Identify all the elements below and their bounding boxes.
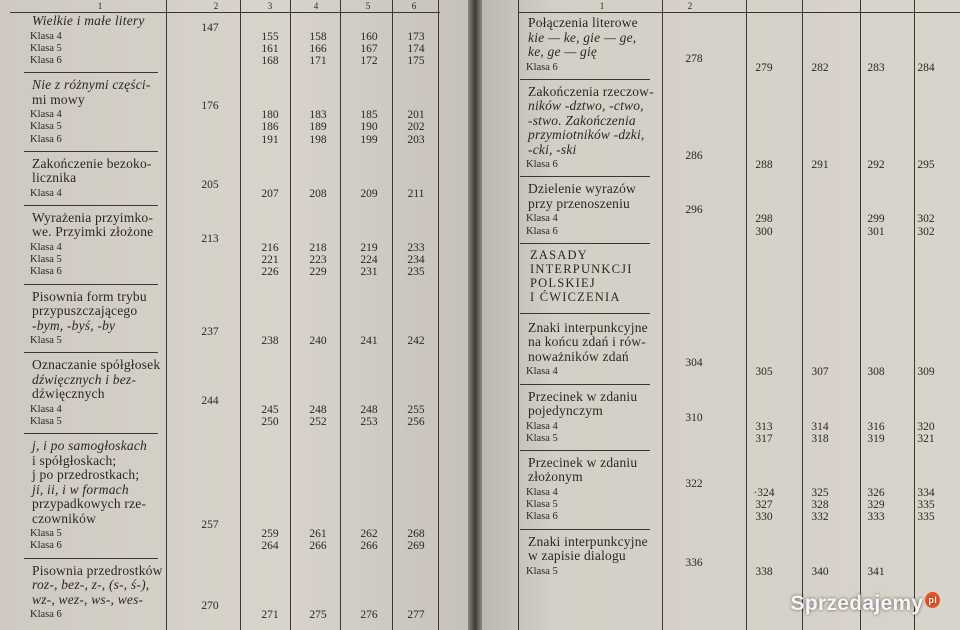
class-page-number: 302: [917, 225, 935, 238]
class-page-number: 253: [360, 415, 378, 428]
column-header-3: 3: [267, 1, 273, 11]
column-rule: [914, 0, 915, 630]
class-page-number: 256: [407, 415, 425, 428]
class-page-number: 203: [407, 133, 425, 146]
entry-title: dźwięcznych: [32, 386, 105, 402]
entry-title: Pisownia form trybu: [32, 288, 147, 304]
class-page-number: 248: [309, 403, 327, 416]
class-page-number: 307: [811, 366, 829, 379]
column-rule: [340, 0, 341, 630]
class-page-number: 155: [261, 30, 279, 43]
entry-title: kie — ke, gie — ge,: [528, 29, 637, 45]
class-page-number: 305: [755, 366, 773, 379]
class-page-number: 333: [867, 511, 885, 524]
entry-title: j po przedrostkach;: [32, 467, 140, 483]
column-rule: [746, 0, 747, 630]
class-page-number: 186: [261, 121, 279, 134]
watermark-badge: pl: [925, 592, 940, 608]
class-page-number: 330: [755, 511, 773, 524]
class-label: Klasa 5: [30, 415, 62, 427]
class-label: Klasa 5: [30, 335, 62, 346]
class-page-number: 189: [309, 121, 327, 134]
class-page-number: 190: [360, 121, 378, 134]
entry-title: wz-, wez-, ws-, wes-: [32, 591, 144, 607]
entry-title: -cki, -ski: [528, 141, 577, 157]
class-page-number: 338: [755, 565, 773, 578]
class-page-number: 319: [867, 432, 885, 445]
class-page-number: 329: [867, 499, 885, 512]
class-label: Klasa 5: [30, 528, 62, 540]
class-page-number: 314: [811, 420, 829, 433]
entry-title: Zakończenie bezoko-: [32, 155, 152, 171]
class-label: Klasa 4: [30, 109, 62, 121]
entry-page-number: 286: [685, 150, 703, 163]
entry-page-number: 278: [685, 52, 703, 65]
class-page-number: 301: [867, 225, 885, 238]
class-page-number: 313: [755, 420, 773, 433]
class-page-number: 216: [261, 241, 279, 254]
class-page-number: 219: [360, 241, 378, 254]
class-page-number: 240: [309, 335, 327, 347]
class-page-number: 259: [261, 528, 279, 541]
entry-title: przymiotników -dzki,: [528, 127, 645, 143]
class-page-number: 316: [867, 420, 885, 433]
class-page-number: 167: [360, 42, 378, 55]
class-page-number: 160: [360, 30, 378, 43]
class-page-number: 321: [917, 432, 935, 445]
class-page-number: 172: [360, 54, 378, 67]
class-page-number: 226: [261, 266, 279, 279]
class-page-number: 250: [261, 415, 279, 428]
entry-rule: [24, 205, 158, 206]
class-page-number: 173: [407, 30, 425, 43]
class-page-number: 191: [261, 133, 279, 146]
column-header-5: 5: [365, 1, 371, 11]
class-page-number: 241: [360, 335, 378, 347]
class-page-number: 183: [309, 109, 327, 122]
class-page-number: 201: [407, 109, 425, 122]
class-page-number: 291: [811, 159, 829, 172]
class-page-number: 328: [811, 499, 829, 512]
class-page-number: 161: [261, 42, 279, 55]
class-label: Klasa 6: [30, 133, 62, 145]
entry-title: dźwięcznych i bez-: [32, 371, 137, 387]
entry-title: -bym, -byś, -by: [32, 317, 116, 333]
class-page-number: 234: [407, 254, 425, 267]
column-header-1: 1: [599, 1, 605, 11]
class-page-number: 252: [309, 415, 327, 428]
class-page-number: ·324: [753, 486, 775, 499]
class-page-number: 255: [407, 403, 425, 416]
entry-title: Dzielenie wyrazów: [528, 181, 636, 197]
class-page-number: 261: [309, 528, 327, 541]
class-page-number: 320: [917, 420, 935, 433]
column-rule: [438, 0, 439, 630]
class-label: Klasa 4: [30, 30, 62, 42]
entry-title: Znaki interpunkcyjne: [528, 319, 648, 335]
entry-page-number: 296: [685, 204, 703, 217]
class-label: Klasa 6: [30, 266, 62, 278]
column-header-2: 2: [213, 1, 219, 11]
entry-title: ników -dztwo, -ctwo,: [528, 98, 644, 114]
class-page-number: 238: [261, 335, 279, 347]
class-page-number: 158: [309, 30, 327, 43]
class-page-number: 334: [917, 486, 935, 499]
entry-rule: [24, 284, 158, 285]
column-header-1: 1: [97, 1, 103, 11]
class-page-number: 223: [309, 254, 327, 267]
class-page-number: 199: [360, 133, 378, 146]
left-page: [0, 0, 468, 630]
class-page-number: 284: [917, 61, 935, 74]
class-label: Klasa 5: [30, 42, 62, 54]
entry-rule: [520, 243, 650, 244]
entry-title: Połączenia literowe: [528, 15, 638, 30]
class-label: Klasa 5: [526, 499, 558, 511]
entry-title: Oznaczanie spółgłosek: [32, 357, 161, 373]
class-page-number: 279: [755, 61, 773, 74]
class-page-number: 209: [360, 187, 378, 200]
class-page-number: 202: [407, 121, 425, 134]
entry-rule: [520, 176, 650, 177]
class-label: Klasa 6: [30, 609, 62, 620]
class-label: Klasa 6: [526, 61, 558, 73]
class-page-number: 180: [261, 109, 279, 122]
class-label: Klasa 6: [30, 54, 62, 66]
entry-title: Zakończenia rzeczow-: [528, 83, 654, 99]
entry-title: Nie z różnymi części-: [32, 77, 151, 93]
entry-page-number: 322: [685, 477, 703, 490]
class-label: Klasa 5: [30, 121, 62, 133]
column-rule: [860, 0, 861, 630]
class-page-number: 292: [867, 159, 885, 172]
entry-rule: [520, 313, 650, 314]
class-page-number: 318: [811, 432, 829, 445]
column-header-6: 6: [411, 1, 417, 11]
class-page-number: 266: [309, 540, 327, 553]
class-page-number: 266: [360, 540, 378, 553]
class-page-number: 288: [755, 159, 773, 172]
class-label: Klasa 4: [526, 420, 558, 432]
class-page-number: 326: [867, 486, 885, 499]
entry-title: pojedynczym: [528, 403, 603, 418]
class-page-number: 325: [811, 486, 829, 499]
section-heading: INTERPUNKCJI: [530, 261, 633, 276]
class-label: Klasa 6: [526, 511, 558, 523]
class-label: Klasa 5: [526, 565, 558, 577]
class-label: Klasa 4: [30, 241, 62, 253]
entry-page-number: 336: [685, 556, 703, 569]
entry-page-number: 244: [201, 394, 219, 407]
watermark-text: Sprzedajemy: [790, 592, 924, 615]
class-page-number: 332: [811, 511, 829, 524]
class-page-number: 300: [755, 225, 773, 238]
entry-title: przy przenoszeniu: [528, 195, 630, 211]
right-page: [482, 0, 960, 630]
class-page-number: 207: [261, 187, 279, 200]
entry-title: -stwo. Zakończenia: [528, 112, 636, 128]
entry-title: czowników: [32, 510, 97, 526]
class-page-number: 298: [755, 213, 773, 226]
class-page-number: 248: [360, 403, 378, 416]
class-page-number: 299: [867, 213, 885, 226]
entry-title: j, i po samogłoskach: [32, 438, 147, 454]
class-page-number: 268: [407, 528, 425, 541]
entry-title: Przecinek w zdaniu: [528, 388, 638, 404]
class-page-number: 283: [867, 61, 885, 74]
entry-title: Wyrażenia przyimko-: [32, 209, 154, 225]
class-page-number: 335: [917, 499, 935, 512]
entry-title: Znaki interpunkcyjne: [528, 533, 648, 549]
entry-rule: [520, 384, 650, 385]
class-page-number: 174: [407, 42, 425, 55]
entry-title: Wielkie i małe litery: [32, 13, 145, 28]
entry-title: we. Przyimki złożone: [32, 224, 154, 240]
entry-rule: [24, 558, 158, 559]
entry-title: mi mowy: [32, 91, 85, 107]
section-heading: POLSKIEJ: [530, 275, 596, 290]
entry-rule: [24, 72, 158, 73]
class-label: Klasa 6: [526, 225, 558, 237]
class-page-number: 235: [407, 266, 425, 279]
header-rule: [518, 12, 960, 13]
column-rule: [290, 0, 291, 630]
class-page-number: 231: [360, 266, 378, 279]
entry-rule: [520, 529, 650, 530]
entry-page-number: 237: [201, 326, 219, 338]
entry-page-number: 147: [201, 21, 219, 34]
entry-rule: [24, 352, 158, 353]
class-page-number: 308: [867, 366, 885, 379]
entry-page-number: 270: [201, 600, 219, 612]
class-page-number: 277: [407, 609, 425, 621]
class-page-number: 341: [867, 565, 885, 578]
class-label: Klasa 6: [526, 159, 558, 171]
class-label: Klasa 5: [526, 432, 558, 444]
entry-title: licznika: [32, 170, 77, 186]
section-heading: ZASADY: [530, 247, 588, 262]
entry-title: i spółgłoskach;: [32, 452, 117, 468]
entry-title: noważników zdań: [528, 348, 629, 364]
class-page-number: 245: [261, 403, 279, 416]
class-page-number: 175: [407, 54, 425, 67]
entry-page-number: 257: [201, 519, 219, 532]
column-rule: [802, 0, 803, 630]
class-label: Klasa 5: [30, 254, 62, 266]
entry-rule: [24, 151, 158, 152]
class-page-number: 224: [360, 254, 378, 267]
class-page-number: 242: [407, 335, 425, 347]
class-label: Klasa 4: [30, 403, 62, 415]
class-page-number: 269: [407, 540, 425, 553]
class-page-number: 229: [309, 266, 327, 279]
entry-rule: [24, 433, 158, 434]
column-rule: [240, 0, 241, 630]
class-page-number: 221: [261, 254, 279, 267]
class-label: Klasa 4: [526, 366, 558, 378]
class-page-number: 168: [261, 54, 279, 67]
column-rule: [518, 0, 519, 630]
class-page-number: 171: [309, 54, 327, 67]
class-page-number: 271: [261, 609, 279, 621]
class-page-number: 327: [755, 499, 773, 512]
class-page-number: 218: [309, 241, 327, 254]
class-label: Klasa 6: [30, 540, 62, 552]
column-rule: [662, 0, 663, 630]
book-gutter: [468, 0, 482, 630]
entry-title: złożonym: [528, 469, 583, 485]
class-page-number: 295: [917, 159, 935, 172]
class-page-number: 276: [360, 609, 378, 621]
entry-page-number: 310: [685, 411, 703, 424]
entry-page-number: 213: [201, 232, 219, 245]
entry-title: w zapisie dialogu: [528, 548, 626, 563]
entry-title: Pisownia przedrostków: [32, 562, 163, 578]
class-page-number: 166: [309, 42, 327, 55]
entry-page-number: 205: [201, 178, 219, 191]
entry-rule: [520, 450, 650, 451]
class-page-number: 262: [360, 528, 378, 541]
column-header-2: 2: [687, 1, 693, 11]
class-page-number: 233: [407, 241, 425, 254]
entry-title: na końcu zdań i rów-: [528, 334, 646, 350]
class-label: Klasa 4: [526, 486, 558, 498]
entry-title: przypuszczającego: [32, 303, 138, 318]
class-page-number: 275: [309, 609, 327, 621]
entry-rule: [520, 79, 650, 80]
class-page-number: 302: [917, 213, 935, 226]
class-page-number: 282: [811, 61, 829, 74]
entry-title: ji, ii, i w formach: [32, 481, 129, 497]
class-page-number: 208: [309, 187, 327, 200]
class-page-number: 335: [917, 511, 935, 524]
column-header-4: 4: [313, 1, 319, 11]
class-page-number: 198: [309, 133, 327, 146]
class-page-number: 340: [811, 565, 829, 578]
entry-title: przypadkowych rze-: [32, 496, 147, 512]
class-page-number: 211: [407, 187, 425, 200]
section-heading: I ĆWICZENIA: [530, 289, 621, 304]
entry-title: ke, ge — gię: [528, 44, 598, 59]
entry-page-number: 304: [685, 357, 703, 370]
entry-title: roz-, bez-, z-, (s-, ś-),: [32, 577, 150, 592]
class-label: Klasa 4: [526, 213, 558, 225]
class-page-number: 317: [755, 432, 773, 445]
class-page-number: 185: [360, 109, 378, 122]
watermark: [791, 592, 940, 616]
column-rule: [166, 0, 167, 630]
entry-page-number: 176: [201, 100, 219, 113]
column-rule: [392, 0, 393, 630]
class-page-number: 309: [917, 366, 935, 379]
class-page-number: 264: [261, 540, 279, 553]
entry-title: Przecinek w zdaniu: [528, 454, 638, 470]
class-label: Klasa 4: [30, 187, 62, 199]
